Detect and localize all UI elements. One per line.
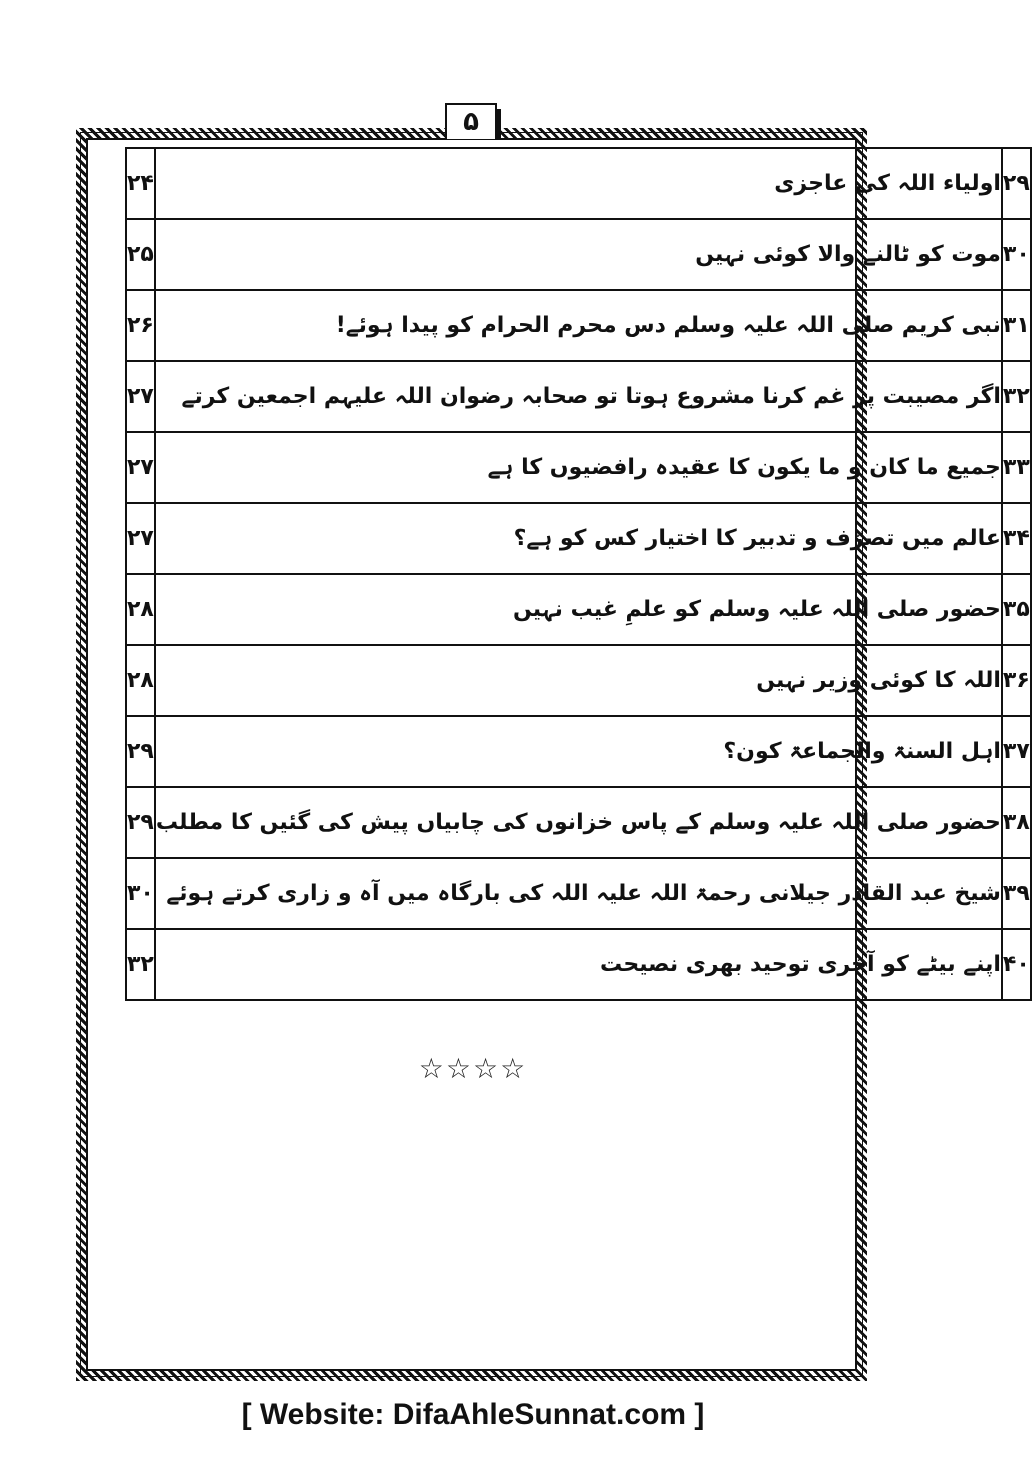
toc-entry-title: نبی کریم صلی اللہ علیہ وسلم دس محرم الحرام کو پیدا ہوئے! — [155, 290, 1002, 361]
toc-entry-title: عالم میں تصرّف و تدبیر کا اختیار کس کو ہے؟ — [155, 503, 1002, 574]
toc-row — [126, 361, 1031, 432]
toc-entry-number: ۳۲ — [1002, 361, 1031, 432]
toc-row — [126, 645, 1031, 716]
toc-entry-page: ۲۵ — [126, 219, 155, 290]
toc-entry-number: ۲۹ — [1002, 148, 1031, 219]
toc-entry-title: اللہ کا کوئی وزیر نہیں — [155, 645, 1002, 716]
toc-row — [126, 787, 1031, 858]
toc-entry-number: ۳۳ — [1002, 432, 1031, 503]
toc-entry-number: ۳۱ — [1002, 290, 1031, 361]
toc-entry-title: اپنے بیٹے کو آخری توحید بھری نصیحت — [155, 929, 1002, 1000]
toc-entry-number: ۳۴ — [1002, 503, 1031, 574]
section-end-stars: ☆☆☆☆ — [418, 1052, 528, 1085]
toc-entry-page: ۲۴ — [126, 148, 155, 219]
toc-entry-title: حضور صلی اللہ علیہ وسلم کے پاس خزانوں کی چابیاں پیش کی گئیں کا مطلب — [155, 787, 1002, 858]
toc-entry-page: ۲۷ — [126, 503, 155, 574]
toc-entry-page: ۲۷ — [126, 361, 155, 432]
toc-entry-number: ۳۸ — [1002, 787, 1031, 858]
website-footer: [ Website: DifaAhleSunnat.com ] — [241, 1398, 705, 1431]
toc-row — [126, 290, 1031, 361]
toc-entry-page: ۲۶ — [126, 290, 155, 361]
table-of-contents — [125, 147, 1032, 1001]
toc-entry-title: اہل السنۃ والجماعۃ کون؟ — [155, 716, 1002, 787]
toc-entry-number: ۴۰ — [1002, 929, 1031, 1000]
toc-row — [126, 503, 1031, 574]
toc-entry-number: ۳۵ — [1002, 574, 1031, 645]
toc-row — [126, 716, 1031, 787]
toc-entry-page: ۲۹ — [126, 716, 155, 787]
toc-row — [126, 858, 1031, 929]
toc-entry-number: ۳۷ — [1002, 716, 1031, 787]
toc-entry-page: ۲۸ — [126, 645, 155, 716]
toc-entry-page: ۲۹ — [126, 787, 155, 858]
toc-row — [126, 574, 1031, 645]
toc-entry-page: ۲۸ — [126, 574, 155, 645]
toc-row — [126, 929, 1031, 1000]
toc-entry-title: اگر مصیبت پر غم کرنا مشروع ہوتا تو صحابہ رضوان اللہ علیہم اجمعین کرتے — [155, 361, 1002, 432]
page-number: ۵ — [445, 103, 497, 139]
toc-row — [126, 148, 1031, 219]
toc-entry-title: شیخ عبد القادر جیلانی رحمۃ اللہ علیہ اللہ کی بارگاہ میں آہ و زاری کرتے ہوئے — [155, 858, 1002, 929]
toc-entry-title: حضور صلی اللہ علیہ وسلم کو علمِ غیب نہیں — [155, 574, 1002, 645]
toc-entry-title: جمیع ما کان و ما یکون کا عقیدہ رافضیوں کا ہے — [155, 432, 1002, 503]
toc-entry-title: موت کو ٹالنے والا کوئی نہیں — [155, 219, 1002, 290]
toc-row — [126, 219, 1031, 290]
toc-row — [126, 432, 1031, 503]
toc-entry-number: ۳۰ — [1002, 219, 1031, 290]
toc-entry-page: ۳۰ — [126, 858, 155, 929]
toc-entry-page: ۳۲ — [126, 929, 155, 1000]
toc-entry-number: ۳۹ — [1002, 858, 1031, 929]
toc-entry-title: اولیاء اللہ کی عاجزی — [155, 148, 1002, 219]
toc-entry-page: ۲۷ — [126, 432, 155, 503]
toc-entry-number: ۳۶ — [1002, 645, 1031, 716]
